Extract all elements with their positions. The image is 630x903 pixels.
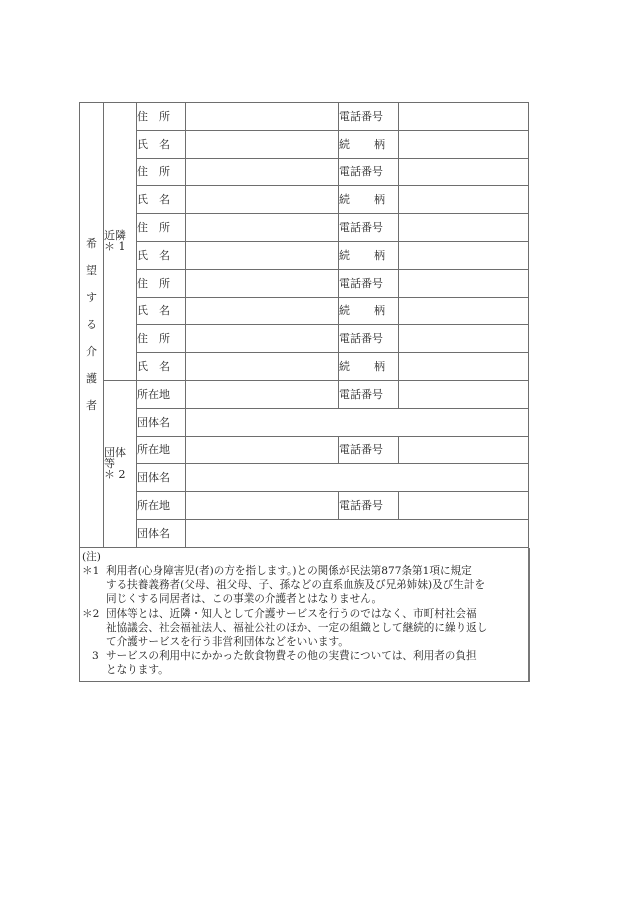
neighbor-name-row — [80, 297, 529, 325]
address-label: 住 所 — [137, 158, 186, 186]
neighbor-phone-field[interactable] — [399, 158, 529, 186]
group-phone-field[interactable] — [399, 380, 529, 408]
heading-character: す — [86, 291, 97, 305]
group-name-row — [80, 464, 529, 492]
note-marker: 3 — [92, 650, 99, 663]
heading-character: る — [86, 318, 97, 332]
notes-section — [79, 548, 530, 682]
note-text — [106, 607, 528, 650]
caregiver-table — [79, 102, 529, 548]
phone-label: 電話番号 — [339, 380, 399, 408]
relationship-label-part: 柄 — [374, 304, 385, 318]
group-name-label: 団体名 — [137, 519, 186, 547]
neighbor-phone-field[interactable] — [399, 103, 529, 131]
neighbor-phone-field[interactable] — [399, 269, 529, 297]
group-name-field[interactable] — [186, 519, 529, 547]
neighbor-address-field[interactable] — [186, 103, 339, 131]
heading-character: 希 — [86, 237, 97, 251]
group-location-row — [80, 492, 529, 520]
group-location-field[interactable] — [186, 492, 339, 520]
notes-heading: (注) — [82, 550, 101, 563]
location-label: 所在地 — [137, 492, 186, 520]
neighbor-name-field[interactable] — [186, 241, 339, 269]
group-phone-field[interactable] — [399, 492, 529, 520]
relationship-label-part: 続 — [339, 248, 350, 262]
neighbor-address-row — [80, 269, 529, 297]
relationship-label-part: 柄 — [374, 360, 385, 374]
note-line: する扶養義務者(父母、祖父母、子、孫などの直系血族及び兄弟姉妹)及び生計を — [106, 579, 486, 592]
relationship-label-part: 続 — [339, 137, 350, 151]
neighbor-name-field[interactable] — [186, 130, 339, 158]
note-line: サービスの利用中にかかった飲食物費その他の実費については、利用者の負担 — [106, 650, 477, 663]
note-item — [82, 649, 528, 677]
note-text — [106, 564, 528, 607]
desired-caregiver-heading — [80, 103, 104, 548]
heading-character: 望 — [86, 264, 97, 278]
neighbor-name-field[interactable] — [186, 353, 339, 381]
group-location-field[interactable] — [186, 436, 339, 464]
neighbor-relationship-field[interactable] — [399, 130, 529, 158]
heading-character: 者 — [86, 399, 97, 413]
relationship-label — [339, 186, 399, 214]
note-line: 同じくする同居者は、この事業の介護者とはなりません。 — [106, 593, 383, 606]
neighbor-phone-field[interactable] — [399, 214, 529, 242]
neighbor-relationship-field[interactable] — [399, 353, 529, 381]
neighbors-note-ref: ＊ 1 — [104, 240, 126, 254]
relationship-label-part: 続 — [339, 193, 350, 207]
note-item — [82, 607, 528, 650]
note-line: 利用者(心身障害児(者)の方を指します。)との関係が民法第877条第1項に規定 — [106, 564, 472, 577]
groups-label — [104, 380, 137, 547]
note-marker: ＊1 — [82, 564, 100, 577]
relationship-label — [339, 353, 399, 381]
relationship-label — [339, 297, 399, 325]
note-line: て介護サービスを行う非営利団体などをいいます。 — [106, 635, 349, 648]
phone-label: 電話番号 — [339, 325, 399, 353]
note-item — [82, 564, 528, 607]
neighbor-name-row — [80, 241, 529, 269]
relationship-label-part: 柄 — [374, 248, 385, 262]
groups-label-line: 団体 — [104, 446, 126, 460]
groups-label-line: 等 — [104, 457, 115, 471]
note-line: となります。 — [106, 664, 169, 677]
address-label: 住 所 — [137, 214, 186, 242]
phone-label: 電話番号 — [339, 492, 399, 520]
neighbor-address-row — [80, 214, 529, 242]
relationship-label-part: 柄 — [374, 137, 385, 151]
neighbor-address-field[interactable] — [186, 269, 339, 297]
neighbor-name-row — [80, 130, 529, 158]
heading-character: 介 — [86, 345, 97, 359]
address-label: 住 所 — [137, 103, 186, 131]
note-line: 団体等とは、近隣・知人として介護サービスを行うのではなく、市町村社会福 — [106, 607, 477, 620]
address-label: 住 所 — [137, 325, 186, 353]
neighbor-name-field[interactable] — [186, 186, 339, 214]
group-name-label: 団体名 — [137, 464, 186, 492]
group-name-label: 団体名 — [137, 408, 186, 436]
group-location-field[interactable] — [186, 380, 339, 408]
neighbor-address-row — [80, 325, 529, 353]
group-name-row — [80, 519, 529, 547]
name-label: 氏 名 — [137, 130, 186, 158]
phone-label: 電話番号 — [339, 158, 399, 186]
location-label: 所在地 — [137, 436, 186, 464]
caregiver-form — [79, 102, 528, 682]
note-text — [106, 649, 528, 677]
neighbor-name-row — [80, 186, 529, 214]
note-line: 祉協議会、社会福祉法人、福祉公社のほか、一定の組織として継続的に繰り返し — [106, 621, 488, 634]
group-name-field[interactable] — [186, 408, 529, 436]
name-label: 氏 名 — [137, 297, 186, 325]
name-label: 氏 名 — [137, 353, 186, 381]
relationship-label-part: 続 — [339, 304, 350, 318]
neighbor-address-row — [80, 103, 529, 131]
phone-label: 電話番号 — [339, 214, 399, 242]
phone-label: 電話番号 — [339, 269, 399, 297]
phone-label: 電話番号 — [339, 103, 399, 131]
neighbor-phone-field[interactable] — [399, 325, 529, 353]
name-label: 氏 名 — [137, 241, 186, 269]
neighbor-name-row — [80, 353, 529, 381]
relationship-label — [339, 130, 399, 158]
group-location-row — [80, 436, 529, 464]
group-location-row — [80, 380, 529, 408]
note-marker: ＊2 — [82, 607, 100, 620]
phone-label: 電話番号 — [339, 436, 399, 464]
neighbor-address-field[interactable] — [186, 158, 339, 186]
group-name-row — [80, 408, 529, 436]
neighbor-relationship-field[interactable] — [399, 297, 529, 325]
group-name-field[interactable] — [186, 464, 529, 492]
location-label: 所在地 — [137, 380, 186, 408]
groups-note-ref: ＊ 2 — [104, 468, 126, 482]
relationship-label-part: 柄 — [374, 193, 385, 207]
name-label: 氏 名 — [137, 186, 186, 214]
neighbor-address-row — [80, 158, 529, 186]
neighbor-name-field[interactable] — [186, 297, 339, 325]
neighbor-address-field[interactable] — [186, 214, 339, 242]
neighbors-group-label — [104, 103, 137, 381]
neighbors-label: 近隣 — [104, 229, 126, 243]
neighbor-relationship-field[interactable] — [399, 186, 529, 214]
relationship-label — [339, 241, 399, 269]
relationship-label-part: 続 — [339, 360, 350, 374]
heading-character: 護 — [86, 372, 97, 386]
group-phone-field[interactable] — [399, 436, 529, 464]
address-label: 住 所 — [137, 269, 186, 297]
neighbor-relationship-field[interactable] — [399, 241, 529, 269]
neighbor-address-field[interactable] — [186, 325, 339, 353]
